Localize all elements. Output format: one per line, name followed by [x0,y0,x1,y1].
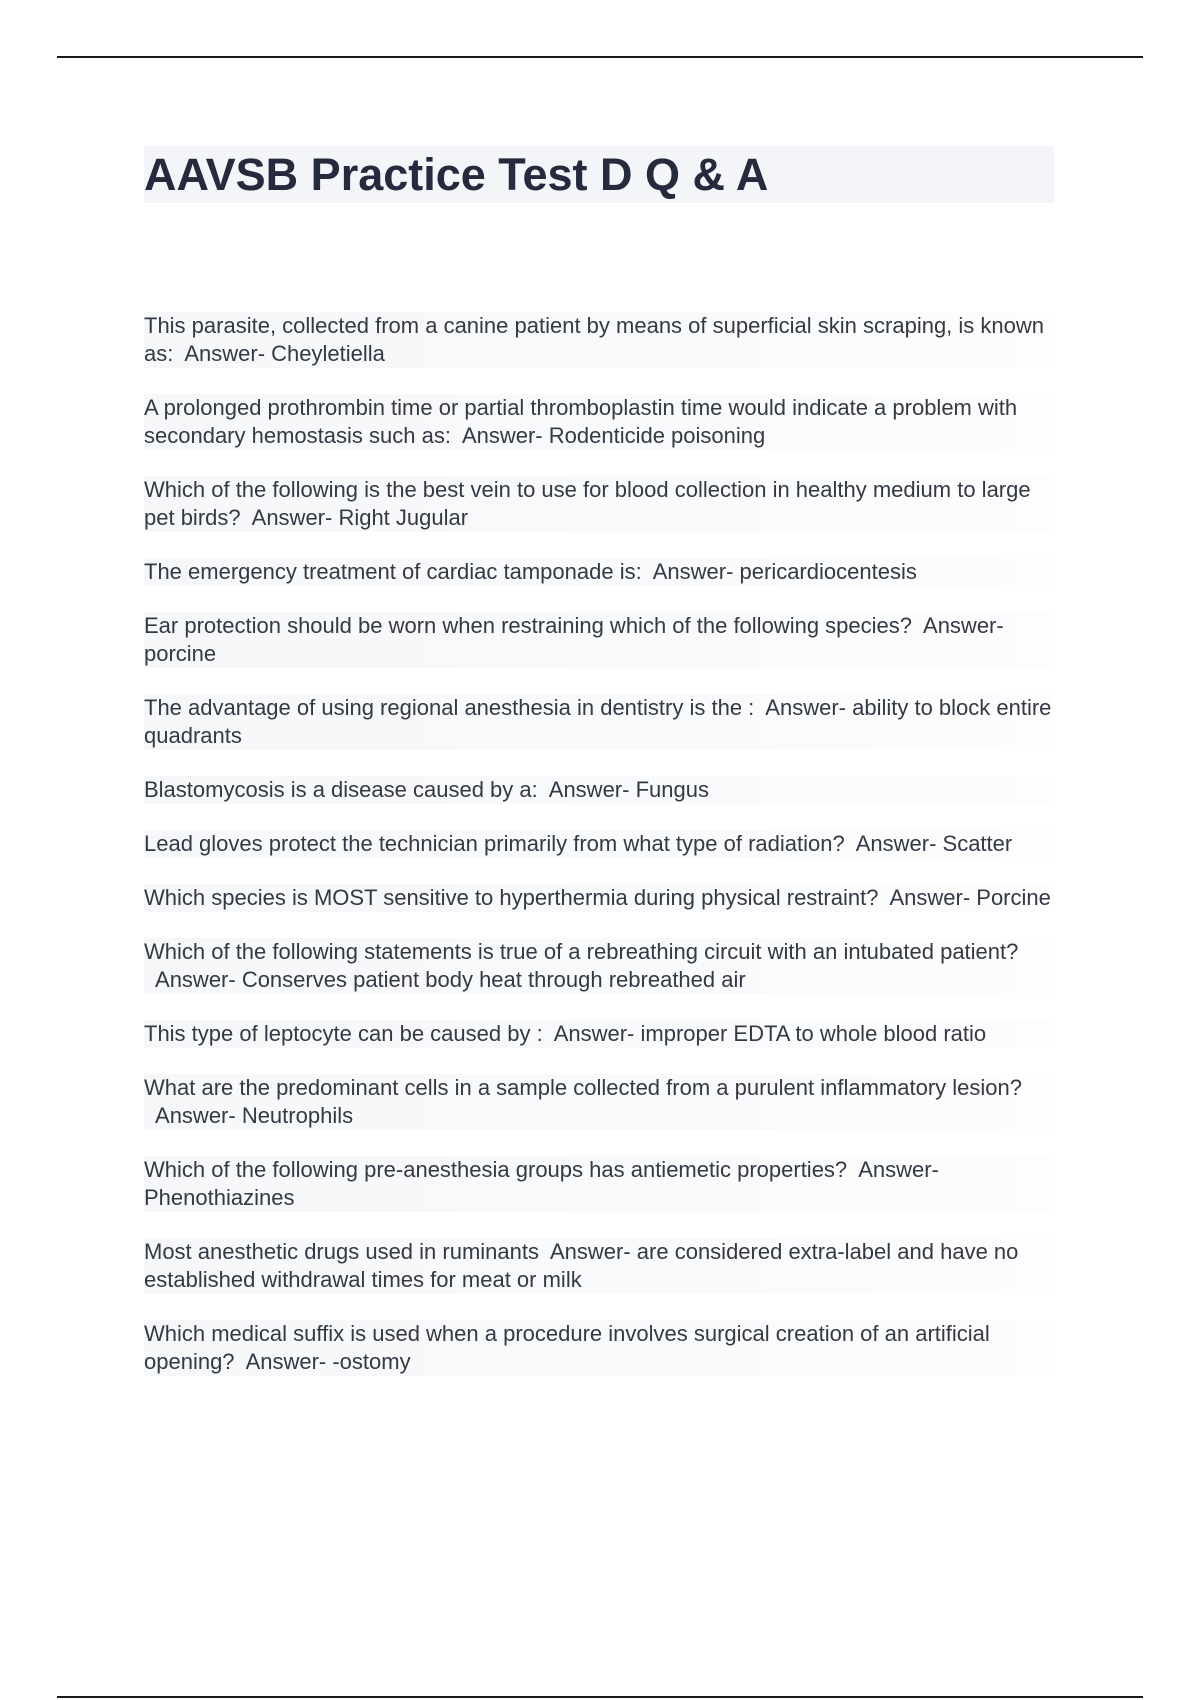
question-text: Which medical suffix is used when a procedure involves surgical creation of an artificial opening? [144,1321,990,1374]
question-text: Ear protection should be worn when restraining which of the following species? [144,613,912,638]
question-text: A prolonged prothrombin time or partial thromboplastin time would indicate a problem with secondary hemostasis such as: [144,395,1018,448]
answer-text: Answer- are considered extra-label and have no established withdrawal times for meat or milk [144,1239,1019,1292]
answer-text: Answer- Fungus [548,777,709,802]
question-text: What are the predominant cells in a sample collected from a purulent inflammatory lesion? [144,1075,1022,1100]
title-block [144,146,1054,203]
qa-item [144,830,1054,858]
page-title: AAVSB Practice Test D Q & A [144,149,769,200]
top-rule [57,56,1143,58]
answer-text: Answer- ability to block entire quadrants [144,695,1052,748]
answer-text: Answer- improper EDTA to whole blood ratio [553,1021,987,1046]
question-text: Which of the following is the best vein to use for blood collection in healthy medium to large pet birds? [144,477,1031,530]
question-text: Which of the following pre-anesthesia groups has antiemetic properties? [144,1157,848,1182]
question-text: Which species is MOST sensitive to hyperthermia during physical restraint? [144,885,879,910]
answer-text: Answer- Rodenticide poisoning [461,423,766,448]
answer-text: Answer- Right Jugular [251,505,469,530]
question-text: The advantage of using regional anesthesia in dentistry is the : [144,695,755,720]
question-text: Most anesthetic drugs used in ruminants [144,1239,539,1264]
qa-item [144,312,1054,368]
qa-item [144,1074,1054,1130]
qa-item [144,1320,1054,1376]
question-text: Lead gloves protect the technician primarily from what type of radiation? [144,831,845,856]
answer-text: Answer- Scatter [855,831,1013,856]
answer-text: Answer- -ostomy [245,1349,411,1374]
bottom-rule [57,1696,1143,1698]
qa-item [144,776,1054,804]
question-text: Which of the following statements is true of a rebreathing circuit with an intubated patient? [144,939,1019,964]
answer-text: Answer- Porcine [889,885,1051,910]
question-text: This parasite, collected from a canine patient by means of superficial skin scraping, is known as: [144,313,1044,366]
question-text: Blastomycosis is a disease caused by a: [144,777,538,802]
qa-list [144,312,1054,1402]
qa-item [144,394,1054,450]
answer-text: Answer- pericardiocentesis [652,559,917,584]
qa-item [144,1156,1054,1212]
answer-text: Answer- Cheyletiella [184,341,385,366]
qa-item [144,938,1054,994]
qa-item [144,558,1054,586]
qa-item [144,612,1054,668]
answer-text: Answer- porcine [144,613,1004,666]
qa-item [144,694,1054,750]
qa-item [144,884,1054,912]
question-text: This type of leptocyte can be caused by : [144,1021,543,1046]
qa-item [144,1238,1054,1294]
answer-text: Answer- Conserves patient body heat through rebreathed air [155,967,746,992]
qa-item [144,1020,1054,1048]
qa-item [144,476,1054,532]
answer-text: Answer- Phenothiazines [144,1157,939,1210]
question-text: The emergency treatment of cardiac tamponade is: [144,559,642,584]
answer-text: Answer- Neutrophils [155,1103,354,1128]
